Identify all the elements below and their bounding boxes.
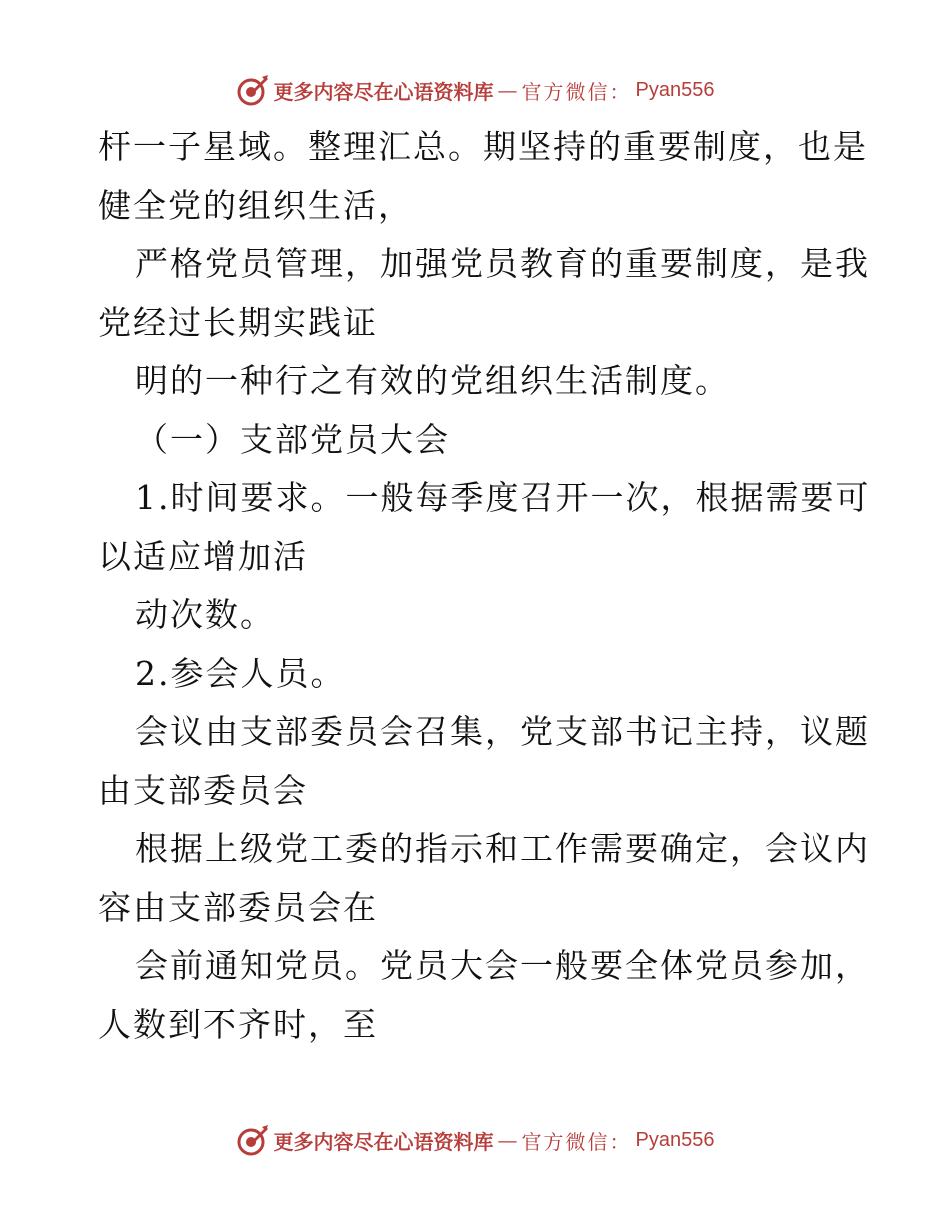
section-heading: （一）支部党员大会 xyxy=(135,419,450,459)
body-line: 由支部委员会 xyxy=(98,770,308,810)
body-line: 严格党员管理，加强党员教育的重要制度，是我 xyxy=(135,244,870,283)
banner-wechat-id: Pyan556 xyxy=(635,1128,715,1151)
footer-watermark-banner xyxy=(0,1120,950,1160)
body-line: 容由支部委员会在 xyxy=(98,887,378,927)
document-body xyxy=(98,118,871,1054)
header-watermark-banner xyxy=(0,70,950,110)
body-line: 杆一子星域。整理汇总。期坚持的重要制度，也是 xyxy=(98,127,868,166)
body-line: 会议由支部委员会召集，党支部书记主持，议题 xyxy=(135,712,870,751)
banner-separator: — xyxy=(497,1128,518,1152)
banner-wechat-label: 官方微信： xyxy=(521,79,632,104)
quill-pen-logo-icon xyxy=(236,73,270,107)
body-line: 健全党的组织生活， xyxy=(98,185,413,225)
body-line: 动次数。 xyxy=(135,595,275,634)
body-line: 以适应增加活 xyxy=(98,536,308,576)
banner-wechat-label: 官方微信： xyxy=(521,1129,632,1154)
banner-slogan: 更多内容尽在心语资料库 xyxy=(273,79,494,104)
banner-slogan: 更多内容尽在心语资料库 xyxy=(273,1129,494,1154)
body-line: 明的一种行之有效的党组织生活制度。 xyxy=(135,361,730,400)
body-line: 人数到不齐时，至 xyxy=(98,1004,378,1044)
body-line: 会前通知党员。党员大会一般要全体党员参加， xyxy=(135,946,870,985)
banner-wechat-id: Pyan556 xyxy=(635,78,715,101)
body-line: 党经过长期实践证 xyxy=(98,302,378,342)
quill-pen-logo-icon xyxy=(236,1123,270,1157)
body-line: 1.时间要求。一般每季度召开一次，根据需要可 xyxy=(135,478,871,517)
body-line: 2.参会人员。 xyxy=(135,653,346,693)
body-line: 根据上级党工委的指示和工作需要确定，会议内 xyxy=(135,829,870,868)
banner-separator: — xyxy=(497,78,518,102)
